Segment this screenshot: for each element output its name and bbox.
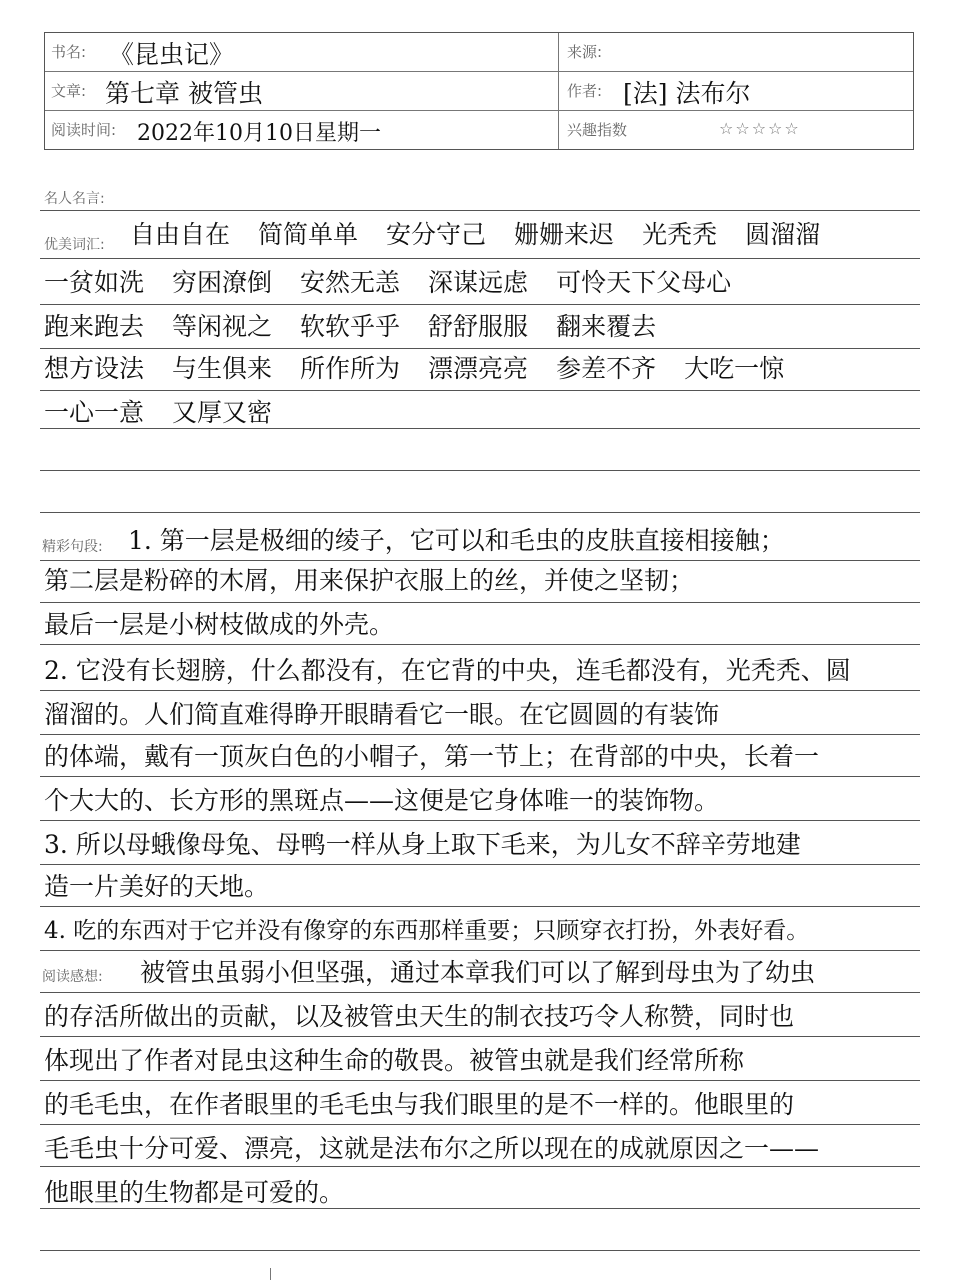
- time-value: 2022年10月10日星期一: [137, 121, 381, 146]
- vocab-row: [44, 398, 922, 428]
- reflection-line: 被管虫虽弱小但坚强，通过本章我们可以了解到母虫为了幼虫: [140, 958, 816, 987]
- quotes-label: 名人名言:: [44, 191, 105, 207]
- ruled-line: [40, 1080, 920, 1081]
- vocab-word: 跑来跑去: [44, 312, 145, 341]
- vocab-label: 优美词汇:: [44, 237, 105, 253]
- vocab-word: 参差不齐: [556, 354, 657, 383]
- reflection-line: 的毛毛虫，在作者眼里的毛毛虫与我们眼里的是不一样的。他眼里的: [44, 1090, 795, 1119]
- vocab-word: 可怜天下父母心: [556, 268, 732, 297]
- book-label: 书名:: [51, 43, 87, 61]
- header-row-time: [45, 111, 913, 150]
- ruled-line: [40, 512, 920, 513]
- vocab-word: 与生俱来: [172, 354, 273, 383]
- chapter-value: 第七章 被管虫: [105, 79, 263, 108]
- vocab-word: 深谋远虑: [428, 268, 529, 297]
- ruled-line: [40, 950, 920, 951]
- vocab-word: 舒舒服服: [428, 312, 529, 341]
- vocab-word: 圆溜溜: [745, 220, 821, 249]
- interest-stars: ☆☆☆☆☆: [719, 119, 801, 138]
- ruled-line: [40, 258, 920, 259]
- time-label: 阅读时间:: [51, 121, 117, 139]
- vocab-word: 所作所为: [300, 354, 401, 383]
- passage-line: 1. 第一层是极细的绫子，它可以和毛虫的皮肤直接相接触；: [128, 526, 785, 555]
- reflection-line: 体现出了作者对昆虫这种生命的敬畏。被管虫就是我们经常所称: [44, 1046, 745, 1075]
- interest-label: 兴趣指数: [567, 121, 628, 139]
- passage-line: 个大大的、长方形的黑斑点——这便是它身体唯一的装饰物。: [44, 786, 720, 815]
- header-table: [44, 32, 914, 150]
- ruled-line: [40, 1036, 920, 1037]
- chapter-label: 文章:: [51, 82, 87, 100]
- ruled-line: [40, 304, 920, 305]
- reflection-line: 的存活所做出的贡献，以及被管虫天生的制衣技巧令人称赞，同时也: [44, 1002, 795, 1031]
- ruled-line: [40, 560, 920, 561]
- ruled-line: [40, 690, 920, 691]
- header-row-book: [45, 33, 913, 72]
- reflection-line: 毛毛虫十分可爱、漂亮，这就是法布尔之所以现在的成就原因之一——: [44, 1134, 820, 1163]
- vocab-word: 大吃一惊: [684, 354, 785, 383]
- vocab-word: 安分守己: [386, 220, 487, 249]
- reflection-label: 阅读感想:: [42, 969, 103, 985]
- page-mark: [270, 1268, 271, 1280]
- source-label: 来源:: [567, 43, 603, 61]
- author-value: [法] 法布尔: [623, 79, 751, 108]
- passage-line: 3. 所以母蛾像母兔、母鸭一样从身上取下毛来，为儿女不辞辛劳地建: [44, 830, 801, 859]
- ruled-line: [40, 1208, 920, 1209]
- passage-line: 最后一层是小树枝做成的外壳。: [44, 610, 395, 639]
- vocab-word: 自由自在: [130, 220, 231, 249]
- ruled-line: [40, 428, 920, 429]
- header-row-chapter: [45, 72, 913, 111]
- passage-line: 溜溜的。人们简直难得睁开眼睛看它一眼。在它圆圆的有装饰: [44, 700, 720, 729]
- passage-line: 第二层是粉碎的木屑，用来保护衣服上的丝，并使之坚韧；: [44, 566, 695, 595]
- ruled-line: [40, 602, 920, 603]
- ruled-line: [40, 776, 920, 777]
- passages-label: 精彩句段:: [42, 539, 103, 555]
- vocab-word: 姗姗来迟: [514, 220, 615, 249]
- ruled-line: [40, 1250, 920, 1251]
- passage-line: 的体端，戴有一顶灰白色的小帽子，第一节上；在背部的中央，长着一: [44, 742, 820, 771]
- ruled-line: [40, 348, 920, 349]
- vocab-row: [44, 312, 922, 342]
- vocab-word: 光秃秃: [642, 220, 718, 249]
- vocab-word: 漂漂亮亮: [428, 354, 529, 383]
- vocab-word: 穷困潦倒: [172, 268, 273, 297]
- passage-line: 2. 它没有长翅膀，什么都没有，在它背的中央，连毛都没有，光秃秃、圆: [44, 656, 851, 685]
- vocab-word: 软软乎乎: [300, 312, 401, 341]
- ruled-line: [40, 1124, 920, 1125]
- vocab-word: 翻来覆去: [556, 312, 657, 341]
- ruled-line: [40, 734, 920, 735]
- vocab-row: [44, 354, 922, 384]
- vocab-word: 简简单单: [258, 220, 359, 249]
- vocab-word: 一贫如洗: [44, 268, 145, 297]
- book-value: 《昆虫记》: [109, 40, 235, 69]
- ruled-line: [40, 210, 920, 211]
- ruled-line: [40, 820, 920, 821]
- ruled-line: [40, 644, 920, 645]
- ruled-line: [40, 864, 920, 865]
- ruled-line: [40, 992, 920, 993]
- passage-line: 造一片美好的天地。: [44, 872, 270, 901]
- ruled-line: [40, 1166, 920, 1167]
- vocab-word: 安然无恙: [300, 268, 401, 297]
- header-divider: [558, 33, 559, 149]
- vocab-row: [130, 220, 920, 250]
- vocab-word: 一心一意: [44, 398, 145, 427]
- passage-line: 4. 吃的东西对于它并没有像穿的东西那样重要；只顾穿衣打扮，外表好看。: [44, 918, 810, 944]
- ruled-line: [40, 906, 920, 907]
- author-label: 作者:: [567, 82, 603, 100]
- vocab-word: 想方设法: [44, 354, 145, 383]
- vocab-word: 又厚又密: [172, 398, 273, 427]
- vocab-word: 等闲视之: [172, 312, 273, 341]
- reflection-line: 他眼里的生物都是可爱的。: [44, 1178, 345, 1207]
- ruled-line: [40, 470, 920, 471]
- vocab-row: [44, 268, 922, 298]
- ruled-line: [40, 390, 920, 391]
